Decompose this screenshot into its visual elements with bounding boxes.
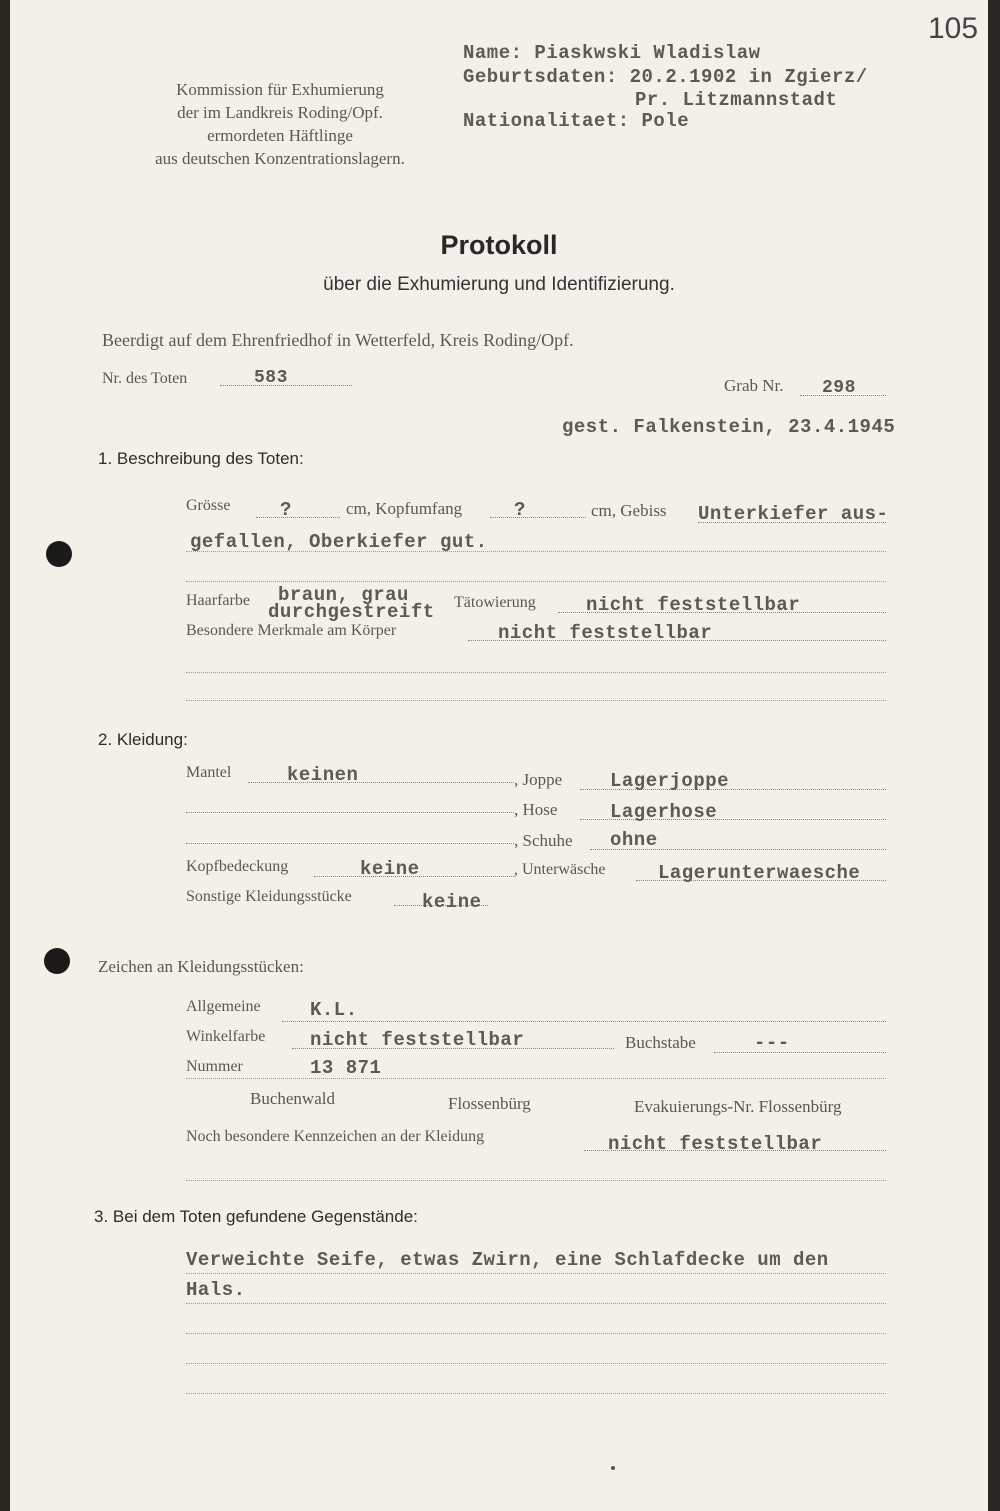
groesse-label: Grösse	[186, 497, 231, 514]
joppe-label: , Joppe	[514, 770, 563, 789]
commission-line: der im Landkreis Roding/Opf.	[177, 103, 383, 122]
section-2-heading: 2. Kleidung:	[98, 730, 188, 749]
nr-value: 583	[254, 368, 288, 388]
typed-birth-place: Pr. Litzmannstadt	[635, 89, 838, 111]
document-page	[10, 0, 988, 1511]
merkmale-label: Besondere Merkmale am Körper	[186, 622, 397, 639]
zeichen-heading: Zeichen an Kleidungsstücken:	[98, 957, 304, 976]
schuhe-value: ohne	[610, 829, 658, 851]
joppe-value: Lagerjoppe	[610, 770, 730, 792]
commission-header	[120, 78, 440, 170]
hose-value: Lagerhose	[610, 801, 718, 823]
kopfbedeckung-label: Kopfbedeckung	[186, 858, 289, 875]
taetowierung-label: Tätowierung	[454, 594, 536, 611]
punch-hole	[46, 541, 72, 567]
typed-birth-date: Geburtsdaten: 20.2.1902 in Zgierz/	[463, 66, 868, 88]
mantel-value: keinen	[287, 764, 359, 786]
haarfarbe-label: Haarfarbe	[186, 592, 250, 609]
typed-name: Name: Piaskwski Wladislaw	[463, 42, 761, 64]
mantel-label: Mantel	[186, 764, 232, 781]
column-buchenwald: Buchenwald	[250, 1089, 335, 1108]
section-1-heading: 1. Beschreibung des Toten:	[98, 449, 304, 468]
commission-line: aus deutschen Konzentrationslagern.	[155, 149, 405, 168]
nr-label: Nr. des Toten	[102, 370, 188, 387]
allgemeine-label: Allgemeine	[186, 998, 261, 1015]
section-3-heading: 3. Bei dem Toten gefundene Gegenstände:	[94, 1207, 418, 1226]
unterwaesche-value: Lagerunterwaesche	[658, 862, 861, 884]
hose-label: , Hose	[514, 800, 558, 819]
stray-dot	[611, 1466, 615, 1470]
document-title: Protokoll	[440, 230, 558, 260]
column-flossenbuerg: Flossenbürg	[448, 1094, 531, 1113]
schuhe-label: , Schuhe	[514, 831, 573, 850]
nummer-value: 13 871	[310, 1057, 382, 1079]
sonstige-value: keine	[422, 891, 482, 913]
noch-label: Noch besondere Kennzeichen an der Kleidung	[186, 1128, 485, 1145]
kopfumfang-value: ?	[514, 499, 526, 521]
grab-label: Grab Nr.	[724, 376, 784, 395]
taetowierung-value: nicht feststellbar	[586, 594, 801, 616]
gebiss-value: Unterkiefer aus-	[698, 503, 889, 525]
sonstige-label: Sonstige Kleidungsstücke	[186, 888, 352, 905]
items-line-1: Verweichte Seife, etwas Zwirn, eine Schlafdecke um den	[186, 1249, 829, 1271]
haarfarbe-value-cont: durchgestreift	[268, 601, 435, 623]
commission-line: ermordeten Häftlinge	[207, 126, 353, 145]
allgemeine-value: K.L.	[310, 999, 358, 1021]
winkelfarbe-label: Winkelfarbe	[186, 1028, 266, 1045]
merkmale-value: nicht feststellbar	[498, 622, 713, 644]
buchstabe-value: ---	[754, 1032, 790, 1054]
noch-value: nicht feststellbar	[608, 1133, 823, 1155]
burial-place: Beerdigt auf dem Ehrenfriedhof in Wetterfeld, Kreis Roding/Opf.	[102, 330, 574, 350]
buchstabe-label: Buchstabe	[625, 1033, 696, 1052]
document-subtitle: über die Exhumierung und Identifizierung.	[323, 274, 675, 295]
groesse-value: ?	[280, 499, 292, 521]
unterwaesche-label: , Unterwäsche	[514, 861, 606, 878]
winkelfarbe-value: nicht feststellbar	[310, 1029, 525, 1051]
punch-hole	[44, 948, 70, 974]
kopfbedeckung-value: keine	[360, 858, 420, 880]
items-line-2: Hals.	[186, 1279, 246, 1301]
nummer-label: Nummer	[186, 1058, 243, 1075]
gebiss-value-cont: gefallen, Oberkiefer gut.	[190, 531, 488, 553]
column-evakuierungs-nr: Evakuierungs-Nr. Flossenbürg	[634, 1097, 842, 1116]
cm-kopfumfang-label: cm, Kopfumfang	[346, 499, 463, 518]
grab-value: 298	[822, 378, 856, 398]
cm-gebiss-label: cm, Gebiss	[591, 501, 667, 520]
death-note: gest. Falkenstein, 23.4.1945	[562, 416, 896, 438]
page-number: 105	[928, 12, 979, 45]
typed-nationality: Nationalitaet: Pole	[463, 110, 690, 132]
commission-line: Kommission für Exhumierung	[176, 80, 384, 99]
haarfarbe-value: braun, grau	[278, 584, 409, 606]
